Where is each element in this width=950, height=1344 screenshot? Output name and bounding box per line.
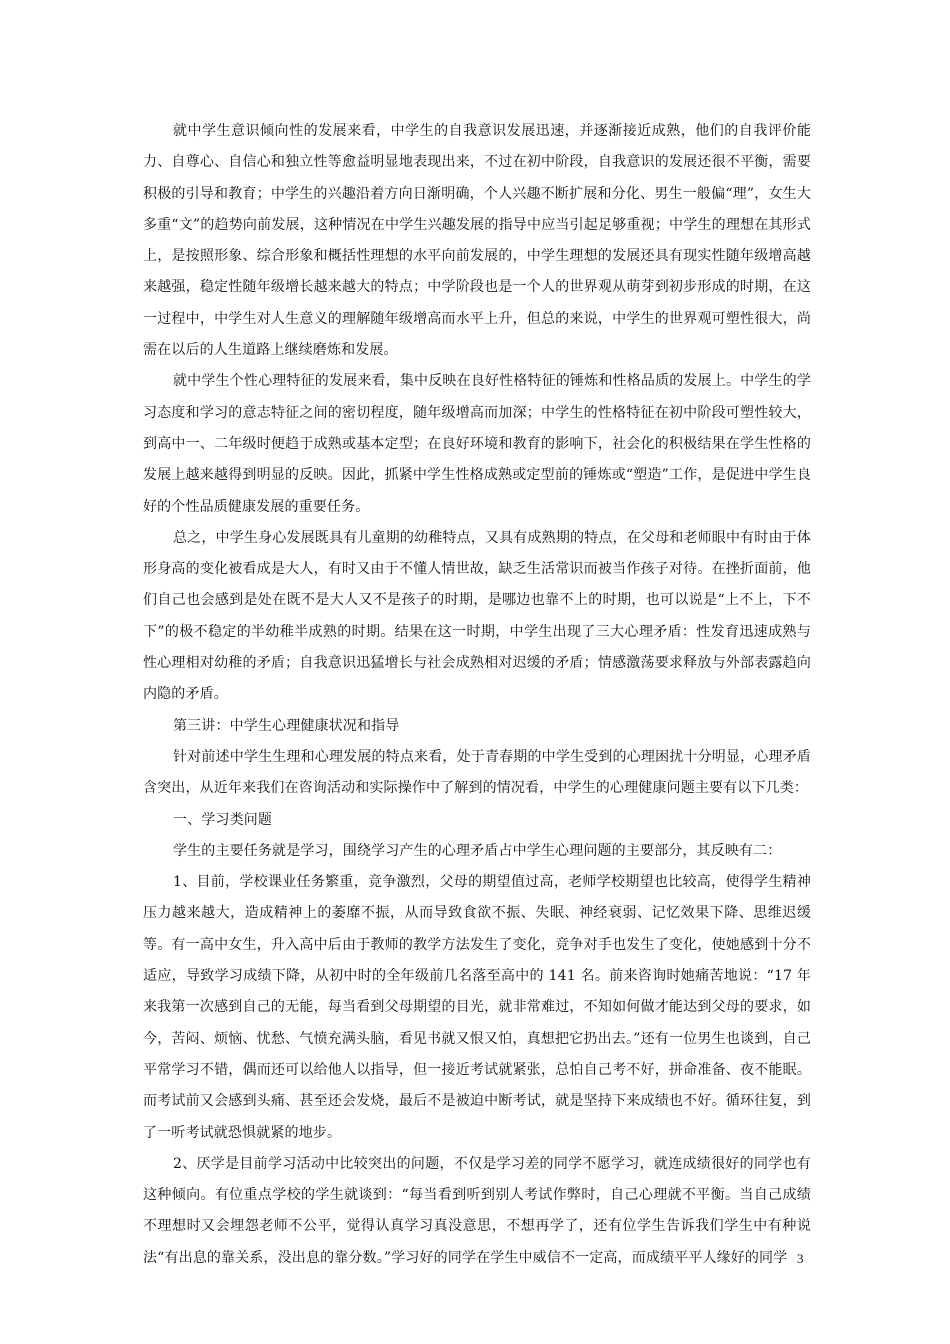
subheading-learning-problems: 一、学习类问题 [173, 811, 273, 828]
paragraph-consciousness-tendency: 就中学生意识倾向性的发展来看，中学生的自我意识发展迅速，并逐渐接近成熟，他们的自我评价能力、自尊心、自信心和独立性等愈益明显地表现出来，不过在初中阶段，自我意识的发展还很不平衡，需要积极的引导和教育；中学生的兴趣沿着方向日渐明确，个人兴趣不断扩展和分化、男生一般偏“理”，女生大多重“文”的趋势向前发展，这种情况在中学生兴趣发展的指导中应当引起足够重视；中学生的理想在其形式上，是按照形象、综合形象和概括性理想的水平向前发展的，中学生理想的发展还具有现实性随年级增高越来越强，稳定性随年级增长越来越大的特点；中学阶段也是一个人的世界观从萌芽到初步形成的时期，在这一过程中，中学生对人生意义的理解随年级增高而水平上升，但总的来说，中学生的世界观可塑性很大，尚需在以后的人生道路上继续磨炼和发展。 [143, 123, 811, 359]
paragraph-learning-main-task: 学生的主要任务就是学习，围绕学习产生的心理矛盾占中学生心理问题的主要部分，其反映有二： [173, 842, 782, 859]
paragraph-personality-traits: 就中学生个性心理特征的发展来看，集中反映在良好性格特征的锤炼和性格品质的发展上。中学生的学习态度和学习的意志特征之间的密切程度，随年级增高而加深；中学生的性格特征在初中阶段可塑性较大，到高中一、二年级时便趋于成熟或基本定型；在良好环境和教育的影响下，社会化的积极结果在学生性格的发展上越来越得到明显的反映。因此，抓紧中学生性格成熟或定型前的锤炼或“塑造”工作，是促进中学生良好的个性品质健康发展的重要任务。 [143, 373, 811, 515]
document-body [143, 116, 811, 1274]
paragraph-item-two-aversion: 2、厌学是目前学习活动中比较突出的问题，不仅是学习差的同学不愿学习，就连成绩很好的同学也有这种倾向。有位重点学校的学生就谈到：“每当看到听到别人考试作弊时，自己心理就不平衡。当自己成绩不理想时又会埋怨老师不公平，觉得认真学习真没意思，不想再学了，还有位学生告诉我们学生中有种说法“有出息的靠关系，没出息的靠分数。”学习好的同学在学生中威信不一定高，而成绩平平人缘好的同学 [143, 1155, 811, 1266]
section-heading-lecture-three: 第三讲：中学生心理健康状况和指导 [173, 717, 400, 734]
paragraph-intro-problems: 针对前述中学生生理和心理发展的特点来看，处于青春期的中学生受到的心理困扰十分明显，心理矛盾含突出，从近年来我们在咨询活动和实际操作中了解到的情况看，中学生的心理健康问题主要有以下几类： [143, 748, 811, 797]
paragraph-item-one-pressure: 1、目前，学校课业任务繁重，竞争激烈，父母的期望值过高，老师学校期望也比较高，使得学生精神压力越来越大，造成精神上的萎靡不振，从而导致食欲不振、失眠、神经衰弱、记忆效果下降、思维迟缓等。有一高中女生，升入高中后由于教师的教学方法发生了变化，竞争对手也发生了变化，使她感到十分不适应，导致学习成绩下降，从初中时的全年级前几名落至高中的 141 名。前来咨询时她痛苦地说：“17 年来我第一次感到自己的无能，每当看到父母期望的目光，就非常难过，不知如何做才能达到父母的要求，如今，苦闷、烦恼、忧愁、气愤充满头脑，看见书就又恨又怕，真想把它扔出去。”还有一位男生也谈到，自己平常学习不错，偶而还可以给他人以指导，但一接近考试就紧张，总怕自己考不好，拼命准备、夜不能眠。而考试前又会感到头痛、甚至还会发烧，最后不是被迫中断考试，就是坚持下来成绩也不好。循环往复，到了一听考试就恐惧就紧的地步。 [143, 874, 811, 1141]
page-number: 3 [797, 1251, 804, 1266]
paragraph-summary: 总之，中学生身心发展既具有儿童期的幼稚特点，又具有成熟期的特点，在父母和老师眼中有时由于体形身高的变化被看成是大人，有时又由于不懂人情世故，缺乏生活常识而被当作孩子对待。在挫折面前，他们自己也会感到是处在既不是大人又不是孩子的时期，是哪边也靠不上的时期，也可以说是“上不上，下不下”的极不稳定的半幼稚半成熟的时期。结果在这一时期，中学生出现了三大心理矛盾：性发育迅速成熟与性心理相对幼稚的矛盾；自我意识迅猛增长与社会成熟相对迟缓的矛盾；情感激荡要求释放与外部表露趋向内隐的矛盾。 [143, 529, 811, 703]
